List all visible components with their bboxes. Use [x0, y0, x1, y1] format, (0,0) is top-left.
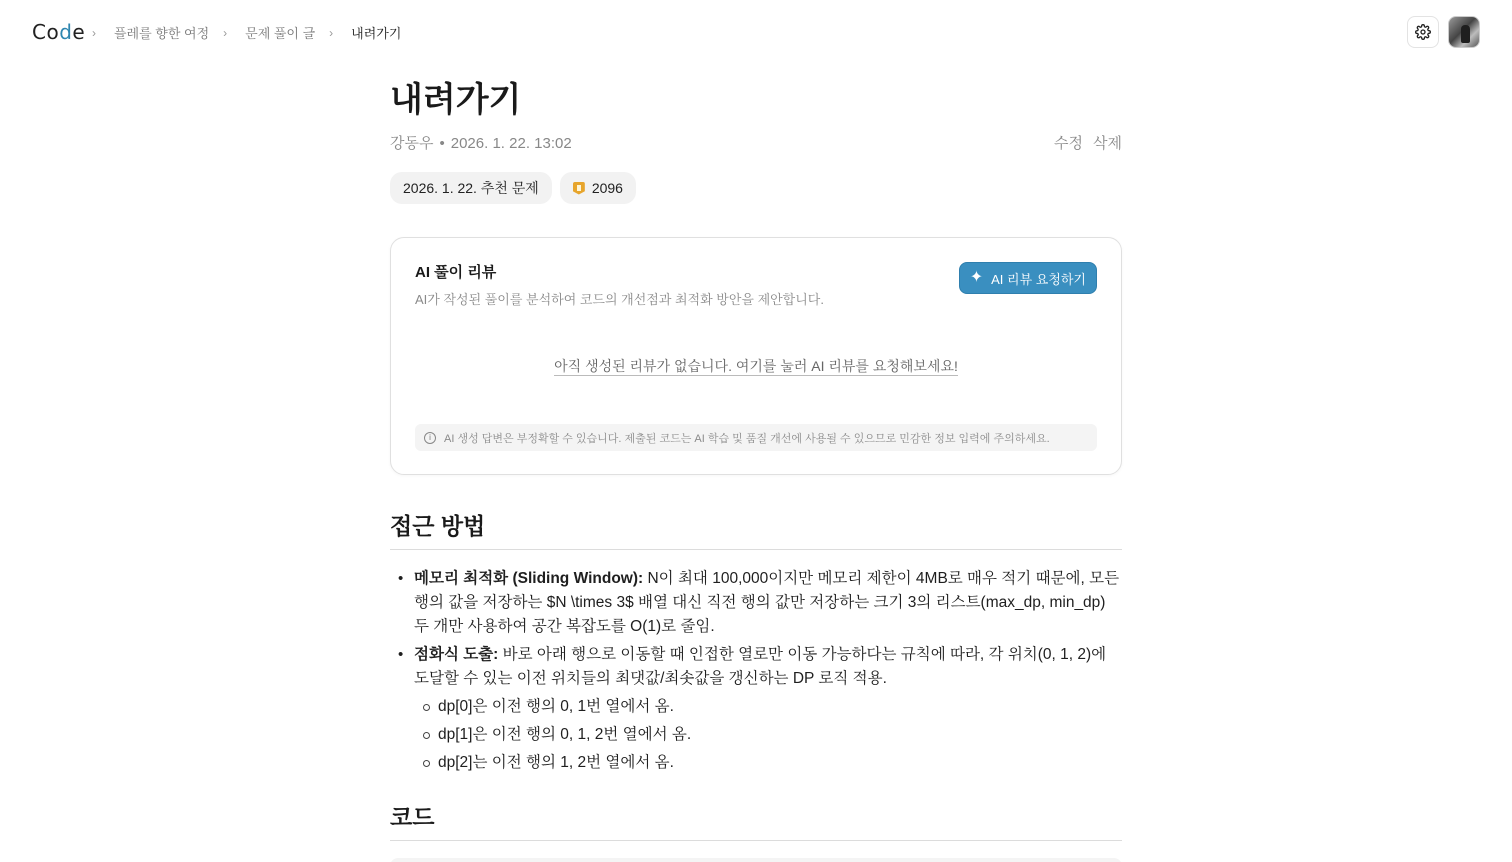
post-tags [390, 172, 1122, 204]
tag-problem-number[interactable] [560, 172, 636, 204]
page-title: 내려가기 [390, 81, 522, 119]
list-item-bold: 메모리 최적화 (Sliding Window): [414, 570, 644, 587]
chevron-right-icon: › [329, 25, 334, 40]
breadcrumb-item[interactable]: 문제 풀이 글 [245, 26, 316, 41]
logo-text-start: Co [32, 20, 60, 44]
sub-list [414, 695, 1122, 775]
edit-button[interactable]: 수정 [1054, 135, 1084, 152]
logo-text-end: e [72, 20, 86, 44]
tag-label: 2096 [591, 180, 623, 196]
post-article [390, 76, 1122, 862]
sub-list-item: dp[0]은 이전 행의 0, 1번 열에서 옴. [438, 695, 1122, 719]
app-logo[interactable] [32, 20, 85, 44]
ai-review-card [390, 237, 1122, 475]
sub-list-item: dp[2]는 이전 행의 1, 2번 열에서 옴. [438, 751, 1122, 775]
code-block[interactable] [390, 858, 1122, 862]
gold-tier-medal-icon [573, 182, 585, 195]
gear-icon [1415, 24, 1431, 40]
user-avatar[interactable] [1448, 16, 1480, 48]
list-item-bold: 점화식 도출: [414, 646, 499, 663]
ai-review-description: AI가 작성된 풀이를 분석하여 코드의 개선점과 최적화 방안을 제안합니다. [415, 292, 824, 307]
disclaimer-text: AI 생성 답변은 부정확할 수 있습니다. 제출된 코드는 AI 학습 및 품질 개선에 사용될 수 있으므로 민감한 정보 입력에 주의하세요. [444, 432, 1050, 445]
button-label: AI 리뷰 요청하기 [991, 271, 1086, 287]
meta-separator: • [439, 135, 445, 152]
list-item-text: 바로 아래 행으로 이동할 때 인접한 열로만 이동 가능하다는 규칙에 따라, 각 위치(0, 1, 2)에 도달할 수 있는 이전 위치들의 최댓값/최솟값을 갱신하는 DP 로직 적용. [414, 646, 1107, 687]
approach-list [390, 567, 1122, 775]
list-item [414, 643, 1122, 775]
sparkle-icon: ✦ [969, 269, 984, 286]
request-ai-review-button[interactable] [959, 262, 1097, 294]
tag-label: 2026. 1. 22. 추천 문제 [403, 180, 539, 196]
info-icon: i [424, 432, 436, 444]
author-name[interactable]: 강동우 [390, 135, 434, 152]
post-actions [1054, 132, 1122, 153]
sub-list-item: dp[1]은 이전 행의 0, 1, 2번 열에서 옴. [438, 723, 1122, 747]
breadcrumb-current: 내려가기 [351, 26, 402, 41]
request-review-link[interactable]: 아직 생성된 리뷰가 없습니다. 여기를 눌러 AI 리뷰를 요청해보세요! [554, 358, 958, 374]
logo-text-accent: d [59, 20, 73, 44]
ai-review-title: AI 풀이 리뷰 [415, 264, 497, 281]
approach-heading: 접근 방법 [390, 508, 1122, 550]
chevron-right-icon: › [223, 25, 228, 40]
tag-recommended[interactable] [390, 172, 552, 204]
list-item [414, 567, 1122, 639]
breadcrumb-item[interactable]: 플레를 향한 여정 [114, 26, 210, 41]
code-heading: 코드 [390, 799, 1122, 841]
settings-button[interactable] [1407, 16, 1439, 48]
empty-review-message [391, 356, 1121, 376]
top-bar [0, 0, 1512, 64]
chevron-right-icon: › [92, 25, 96, 40]
delete-button[interactable]: 삭제 [1093, 135, 1122, 152]
post-datetime: 2026. 1. 22. 13:02 [450, 135, 572, 152]
ai-disclaimer [415, 424, 1097, 451]
list-item-text: N이 최대 100,000이지만 메모리 제한이 4MB로 매우 적기 때문에, 모든 행의 값을 저장하는 $N \times 3$ 배열 대신 직전 행의 값만 저장하는 크기 3의 리스트(max_dp, min_dp) 두 개만 사용하여 공간 복잡도를 O(1)로 줄임. [414, 570, 1120, 635]
breadcrumb [92, 23, 415, 42]
post-author-date [390, 132, 572, 153]
post-meta [390, 128, 1122, 158]
